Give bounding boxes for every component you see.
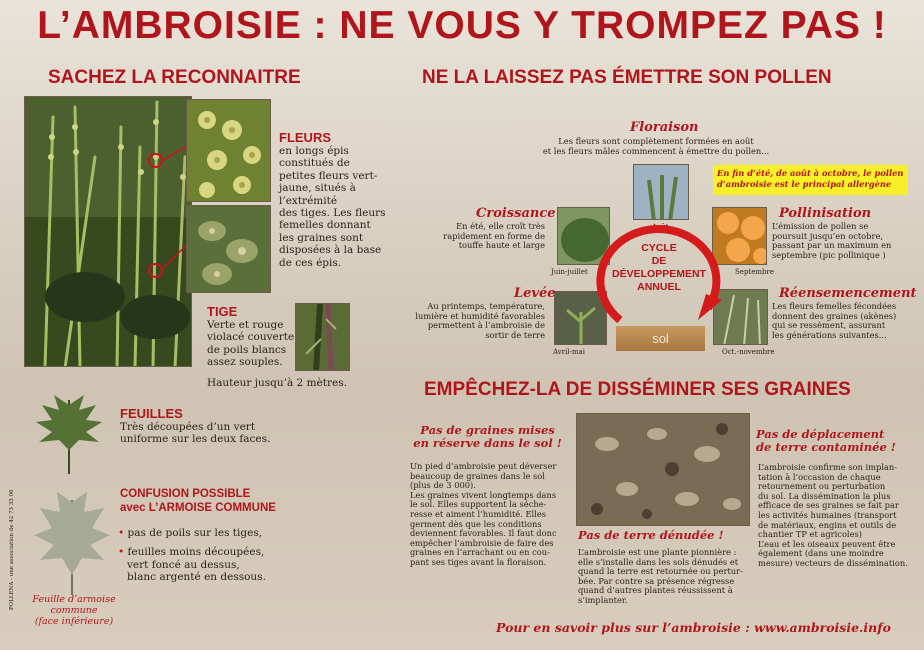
croissance-description: En été, elle croît très rapidement en forme de touffe haute et large <box>443 221 545 251</box>
floraison-description: Les fleurs sont complètement formées en août et les fleurs mâles commencent à émettre du pollen... <box>542 136 770 156</box>
levee-label: Levée <box>514 286 556 301</box>
confusion-bullets <box>118 527 288 584</box>
tige-label: TIGE <box>207 304 238 319</box>
caption-avril: Avril-mai <box>553 348 585 356</box>
footer-website-link[interactable]: Pour en savoir plus sur l’ambroisie : www.ambroisie.info <box>496 620 891 635</box>
flower-closeup-photo <box>186 99 271 202</box>
armoise-caption: Feuille d’armoise commune (face inférieure) <box>32 594 116 627</box>
feuilles-description: Très découpées d’un vert uniforme sur les deux faces. <box>120 421 271 446</box>
reensemencement-description: Les fleurs femelles fécondées donnent des graines (akènes) qui se ressèment, assurant les générations suivantes... <box>772 301 897 340</box>
fleurs-description: en longs épis constitués de petites fleurs vert- jaune, situés à l’extrémité des tiges. Les fleurs femelles donnant les graines sont disposées à la base de ces épis. <box>279 145 386 269</box>
allergen-alert-box: En fin d’été, de août à octobre, le pollen d’ambroisie est le principal allergène <box>713 165 908 195</box>
reensemencement-label: Réensemencement <box>779 286 917 301</box>
caption-septembre: Septembre <box>735 268 774 276</box>
tige-height: Hauteur jusqu’à 2 mètres. <box>207 377 347 389</box>
pollinisation-label: Pollinisation <box>779 206 872 221</box>
ambroisie-leaf-image <box>34 390 104 474</box>
left-heading: SACHEZ LA RECONNAITRE <box>48 67 301 88</box>
confusion-label: CONFUSION POSSIBLE avec L’ARMOISE COMMUNE <box>120 488 276 514</box>
caption-aout: Août <box>652 223 669 231</box>
side-credit: POLLENA - une association de 42 73 33 06 <box>9 489 15 610</box>
graines-heading: EMPÊCHEZ-LA DE DISSÉMINER SES GRAINES <box>424 379 851 400</box>
col3-description: L’ambroisie confirme son implan- tation à l’occasion de chaque retournement ou perturbation du sol. La dissémination la plus efficace de ses graines se fait par les activités humaines (transport de matériaux, engins et outils de chantier TP et agricoles) L’eau et les oiseaux peuvent être également (dans une moindre mesure) vecteurs de dissémination. <box>758 462 908 568</box>
col1-label: Pas de graines mises en réserve dans le sol ! <box>413 423 562 450</box>
stem-photo <box>295 303 350 371</box>
caption-juin: Juin-juillet <box>551 268 588 276</box>
floraison-label: Floraison <box>630 120 699 135</box>
cycle-center-label: CYCLE DE DÉVELOPPEMENT ANNUEL <box>612 242 706 293</box>
confusion-bullet-1: • pas de poils sur les tiges, <box>118 527 263 539</box>
tige-description: Verte et rouge violacé couverte de poils blancs assez souples. <box>207 319 295 369</box>
levee-description: Au printemps, température, lumière et humidité favorables permettent à l’ambroisie de sortir de terre <box>415 301 545 340</box>
fleurs-label: FLEURS <box>279 130 331 145</box>
col2-description: L’ambroisie est une plante pionnière : elle s’installe dans les sols dénudés et quand la terre est retournée ou pertur- bée. Par contre sa présence régresse quand d’autres plantes réussissent à s’implanter. <box>578 547 743 605</box>
feuilles-label: FEUILLES <box>120 406 183 421</box>
page-title: L’AMBROISIE : NE VOUS Y TROMPEZ PAS ! <box>37 4 887 47</box>
confusion-bullet-2: • feuilles moins découpées, vert foncé au dessus, blanc argenté en dessous. <box>118 546 266 584</box>
caption-oct: Oct.-novembre <box>722 348 775 356</box>
col2-label: Pas de terre dénudée ! <box>578 528 724 542</box>
cycle-heading: NE LA LAISSEZ PAS ÉMETTRE SON POLLEN <box>422 67 832 88</box>
col3-label: Pas de déplacement de terre contaminée ! <box>756 427 896 454</box>
female-flower-photo <box>186 205 271 293</box>
seeds-soil-photo <box>576 413 750 526</box>
pollinisation-description: L’émission de pollen se poursuit jusqu’en octobre, passant par un maximum en septembre (pic pollinique ) <box>772 221 892 260</box>
col1-description: Un pied d’ambroisie peut déverser beaucoup de graines dans le sol (plus de 3 000). Les graines vivent longtemps dans le sol. Elles supportent la séche- resse et aiment l’humidité. Elles germent dès que les conditions deviennent favorables. Il faut donc empêcher l’ambroisie de faire des graines en l’arrachant ou en cou- pant ses tiges avant la floraison. <box>410 461 557 567</box>
croissance-label: Croissance <box>476 206 556 221</box>
armoise-leaf-image <box>32 490 112 595</box>
sol-box: sol <box>616 326 705 351</box>
